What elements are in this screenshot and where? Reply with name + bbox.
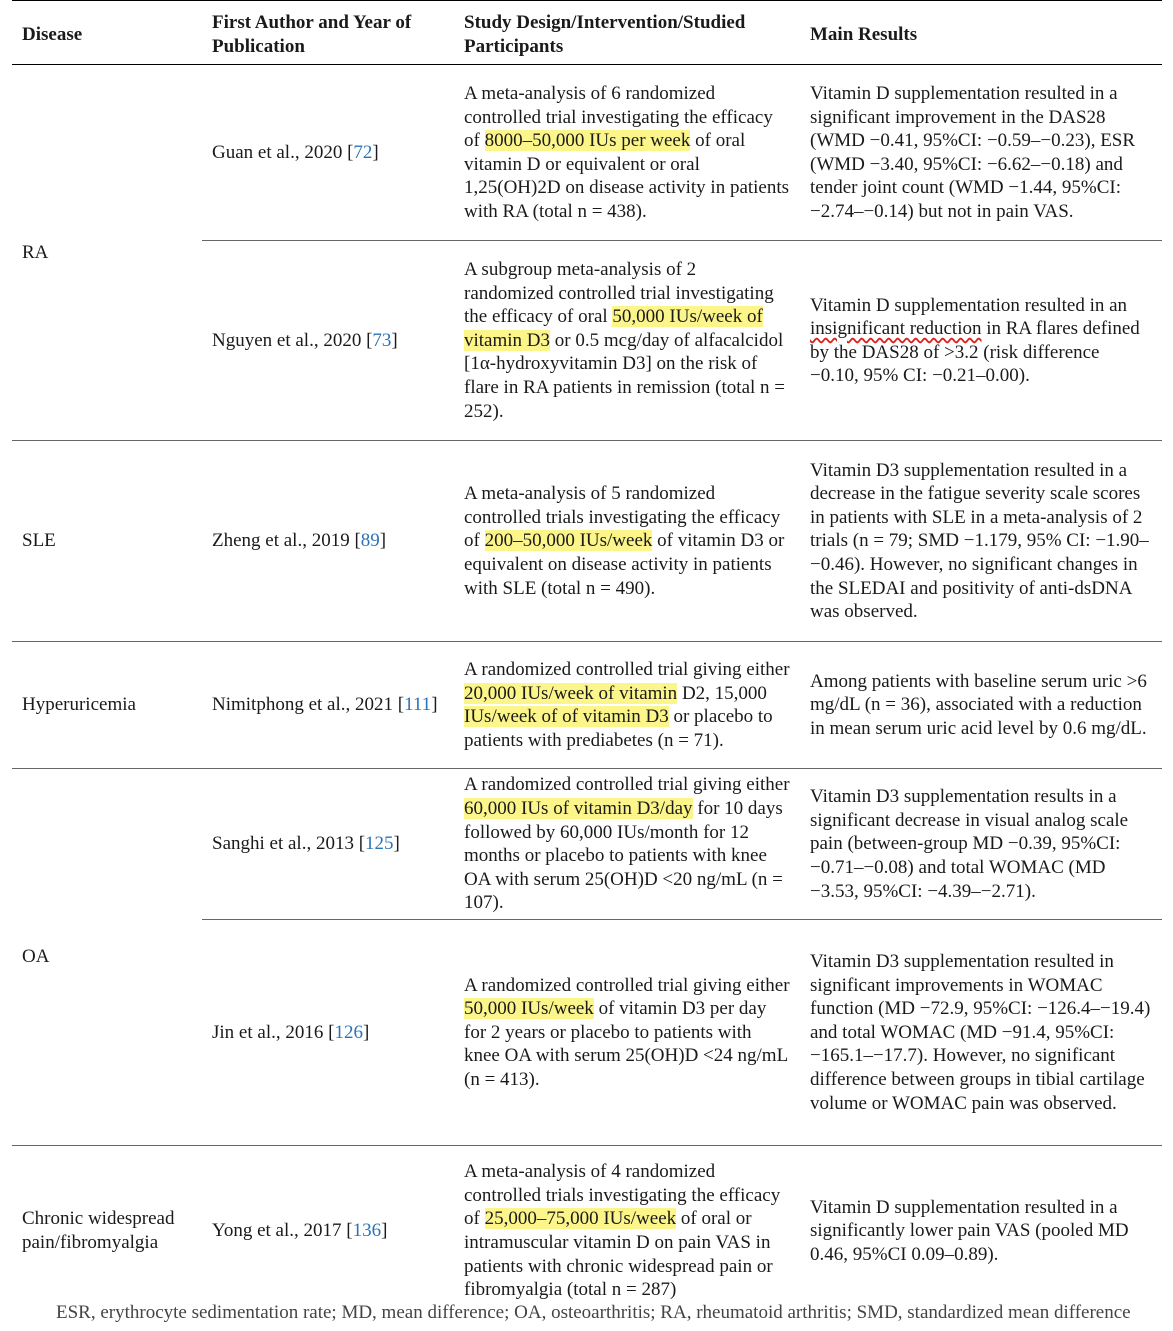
results-cell: Vitamin D supplementation resulted in a significant improvement in the DAS28 (WMD −0.41, 95%CI: −0.59–−0.23), ESR (WMD −3.40, 95%CI: −6.62–−0.18) and tender joint count (WMD −1.44, 95%CI: −2.74–−0.14) but not in pain VAS. [800, 65, 1162, 241]
design-text: of vitamin D3 per day for 2 years or placebo to patients with knee OA with serum 25(OH)D <24 ng/mL (n = 413). [464, 998, 788, 1091]
author-text: Nimitphong et al., 2021 [ [212, 694, 405, 716]
table-row [12, 769, 1162, 920]
highlighted-dose: 50,000 IUs/week of vitamin D3 [464, 306, 763, 351]
design-cell [454, 769, 800, 920]
results-text: in RA flares defined by the DAS28 of >3.2 (risk difference −0.10, 95% CI: −0.21–0.00). [810, 318, 1140, 387]
design-text: A randomized controlled trial giving either [464, 659, 790, 680]
disease-cell: SLE [22, 530, 56, 552]
header-author: First Author and Year of Publication [212, 12, 412, 57]
design-text: of vitamin D3 or equivalent on disease activity in patients with SLE (total n = 490). [464, 530, 785, 599]
disease-cell: RA [12, 65, 202, 441]
design-text: of oral or intramuscular vitamin D on pain VAS in patients with chronic widespread pain or fibromyalgia (total n = 287) [464, 1208, 773, 1301]
results-cell: Vitamin D3 supplementation results in a significant decrease in visual analog scale pain (between-group MD −0.39, 95%CI: −0.71–−0.08) and total WOMAC (MD −3.53, 95%CI: −4.39–−2.71). [800, 769, 1162, 920]
header-design: Study Design/Intervention/Studied Participants [464, 12, 746, 57]
author-text: Jin et al., 2016 [ [212, 1021, 335, 1043]
results-cell: Vitamin D supplementation resulted in a significantly lower pain VAS (pooled MD 0.46, 95%CI 0.09–0.89). [810, 1196, 1129, 1265]
design-text: or 0.5 mcg/day of alfacalcidol [1α-hydroxyvitamin D3] on the risk of flare in RA patients in remission (total n = 252). [464, 329, 785, 422]
results-table [12, 0, 1162, 1316]
table-row [12, 65, 1162, 241]
table-row [12, 1146, 1162, 1316]
design-text: for 10 days followed by 60,000 IUs/month for 12 months or placebo to patients with knee OA with serum 25(OH)D <20 ng/mL (n = 107). [464, 798, 783, 914]
highlighted-dose: 50,000 IUs/week [464, 998, 594, 1020]
design-cell [454, 441, 800, 642]
results-text: Vitamin D supplementation resulted in an [810, 294, 1128, 316]
author-text: Zheng et al., 2019 [ [212, 530, 361, 552]
design-cell [454, 642, 800, 769]
reference-link[interactable]: 89 [360, 530, 380, 552]
author-cell: Nimitphong et al., 2021 [111] [212, 694, 438, 716]
author-cell: Jin et al., 2016 [126] [212, 1021, 370, 1043]
highlighted-dose: 60,000 IUs of vitamin D3/day [464, 798, 693, 819]
disease-cell: Chronic widespread pain/fibromyalgia [22, 1208, 175, 1253]
author-cell: Nguyen et al., 2020 [73] [212, 329, 398, 351]
design-cell [454, 1146, 800, 1316]
design-text: D2, 15,000 [677, 682, 767, 704]
results-cell: Vitamin D3 supplementation resulted in a decrease in the fatigue severity scale scores in patients with SLE in a meta-analysis of 2 trials (n = 79; SMD −1.179, 95% CI: −1.90–−0.46). However, no significant changes in the SLEDAI and positivity of anti-dsDNA was observed. [810, 459, 1149, 623]
author-text: Yong et al., 2017 [ [212, 1220, 353, 1242]
author-cell: Zheng et al., 2019 [89] [212, 530, 387, 552]
design-cell [454, 920, 800, 1146]
results-cell: Vitamin D3 supplementation resulted in significant improvements in WOMAC function (MD −72.9, 95%CI: −126.4–−19.4) and total WOMAC (MD −91.4, 95%CI: −165.1–−17.7). However, no significant difference between groups in tibial cartilage volume or WOMAC pain was observed. [810, 951, 1151, 1114]
design-text: or placebo to patients with prediabetes (n = 71). [464, 706, 773, 751]
highlighted-dose: 200–50,000 IUs/week [484, 530, 653, 552]
table-footnote: ESR, erythrocyte sedimentation rate; MD, mean difference; OA, osteoarthritis; RA, rheumatoid arthritis; SMD, standardized mean difference [56, 1302, 1131, 1323]
design-text: A randomized controlled trial giving either [464, 974, 790, 996]
highlighted-dose: 20,000 IUs/week of vitamin [464, 682, 678, 704]
reference-link[interactable]: 136 [352, 1220, 382, 1242]
disease-cell: OA [12, 769, 202, 1146]
author-cell: Yong et al., 2017 [136] [212, 1220, 388, 1242]
header-results: Main Results [810, 23, 918, 45]
design-text: A randomized controlled trial giving either [464, 774, 790, 796]
highlighted-dose: 8000–50,000 IUs per week [484, 130, 691, 152]
author-cell: Guan et al., 2020 [72] [202, 65, 454, 241]
design-text: A meta-analysis of 6 randomized controlled trial investigating the efficacy of [464, 82, 773, 152]
spellcheck-underline: insignificant reduction [810, 318, 982, 340]
table-row [12, 441, 1162, 642]
highlighted-dose: IUs/week of of vitamin D3 [464, 706, 669, 728]
table-row [12, 642, 1162, 769]
header-row [12, 1, 1162, 65]
design-text: A meta-analysis of 5 randomized controlled trials investigating the efficacy of [464, 483, 781, 552]
design-cell [454, 65, 800, 241]
author-text: Nguyen et al., 2020 [ [212, 329, 373, 351]
highlighted-dose: 25,000–75,000 IUs/week [484, 1208, 677, 1230]
design-cell [454, 241, 800, 441]
results-cell [800, 241, 1162, 441]
reference-link[interactable]: 125 [365, 833, 394, 855]
design-text: A meta-analysis of 4 randomized controlled trials investigating the efficacy of [464, 1161, 781, 1230]
author-text: Guan et al., 2020 [ [212, 141, 354, 163]
author-cell: Sanghi et al., 2013 [125] [202, 769, 454, 920]
reference-link[interactable]: 111 [404, 694, 432, 716]
header-disease: Disease [22, 23, 83, 45]
author-text: Sanghi et al., 2013 [ [212, 833, 366, 855]
disease-cell: Hyperuricemia [22, 694, 136, 716]
reference-link[interactable]: 72 [353, 141, 373, 163]
design-text: of oral vitamin D or equivalent or oral 1,25(OH)2D on disease activity in patients with RA (total n = 438). [464, 130, 790, 222]
reference-link[interactable]: 73 [372, 329, 392, 351]
reference-link[interactable]: 126 [334, 1021, 363, 1043]
design-text: A subgroup meta-analysis of 2 randomized controlled trial investigating the efficacy of oral [464, 259, 774, 328]
results-cell: Among patients with baseline serum uric >6 mg/dL (n = 36), associated with a reduction in mean serum uric acid level by 0.6 mg/dL. [810, 670, 1147, 739]
